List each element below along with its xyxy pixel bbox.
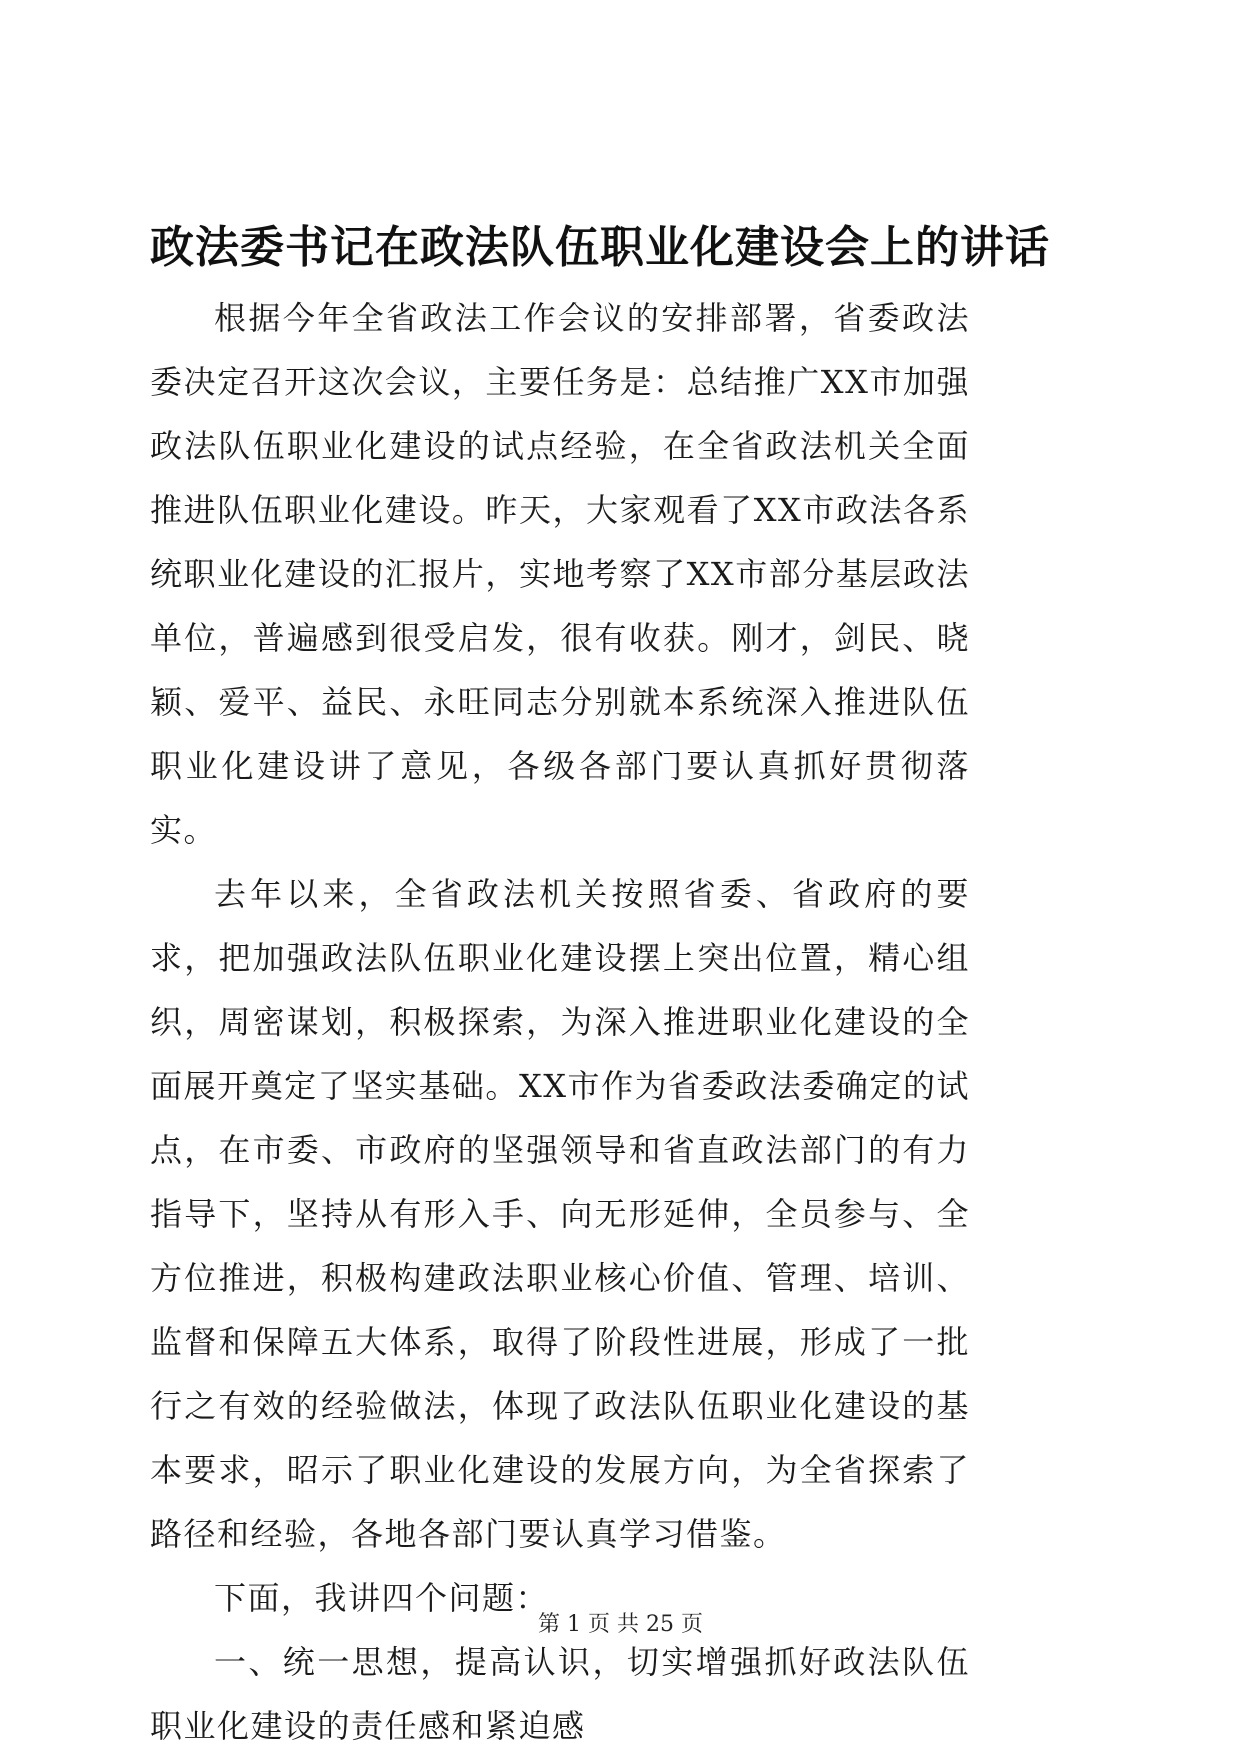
document-title: 政法委书记在政法队伍职业化建设会上的讲话 [150, 222, 1050, 273]
page-number-footer: 第 1 页 共 25 页 [538, 1612, 703, 1637]
paragraph-progress: 去年以来，全省政法机关按照省委、省政府的要求，把加强政法队伍职业化建设摆上突出位置，精心组织，周密谋划，积极探索，为深入推进职业化建设的全面展开奠定了坚实基础。XX市作为省委政法委确定的试点，在市委、市政府的坚强领导和省直政法部门的有力指导下，坚持从有形入手、向无形延伸，全员参与、全方位推进，积极构建政法职业核心价值、管理、培训、监督和保障五大体系，取得了阶段性进展，形成了一批行之有效的经验做法，体现了政法队伍职业化建设的基本要求，昭示了职业化建设的发展方向，为全省探索了路径和经验，各地各部门要认真学习借鉴。 [150, 875, 970, 1553]
paragraph-intro: 根据今年全省政法工作会议的安排部署，省委政法委决定召开这次会议，主要任务是：总结推广XX市加强政法队伍职业化建设的试点经验，在全省政法机关全面推进队伍职业化建设。昨天，大家观看了XX市政法各系统职业化建设的汇报片，实地考察了XX市部分基层政法单位，普遍感到很受启发，很有收获。刚才，剑民、晓颖、爱平、益民、永旺同志分别就本系统深入推进队伍职业化建设讲了意见，各级各部门要认真抓好贯彻落实。 [150, 299, 970, 849]
paragraph-outline: 下面，我讲四个问题： [214, 1579, 550, 1617]
document-body [150, 286, 970, 1758]
section-heading-1: 一、统一思想，提高认识，切实增强抓好政法队伍职业化建设的责任感和紧迫感 [150, 1643, 970, 1745]
